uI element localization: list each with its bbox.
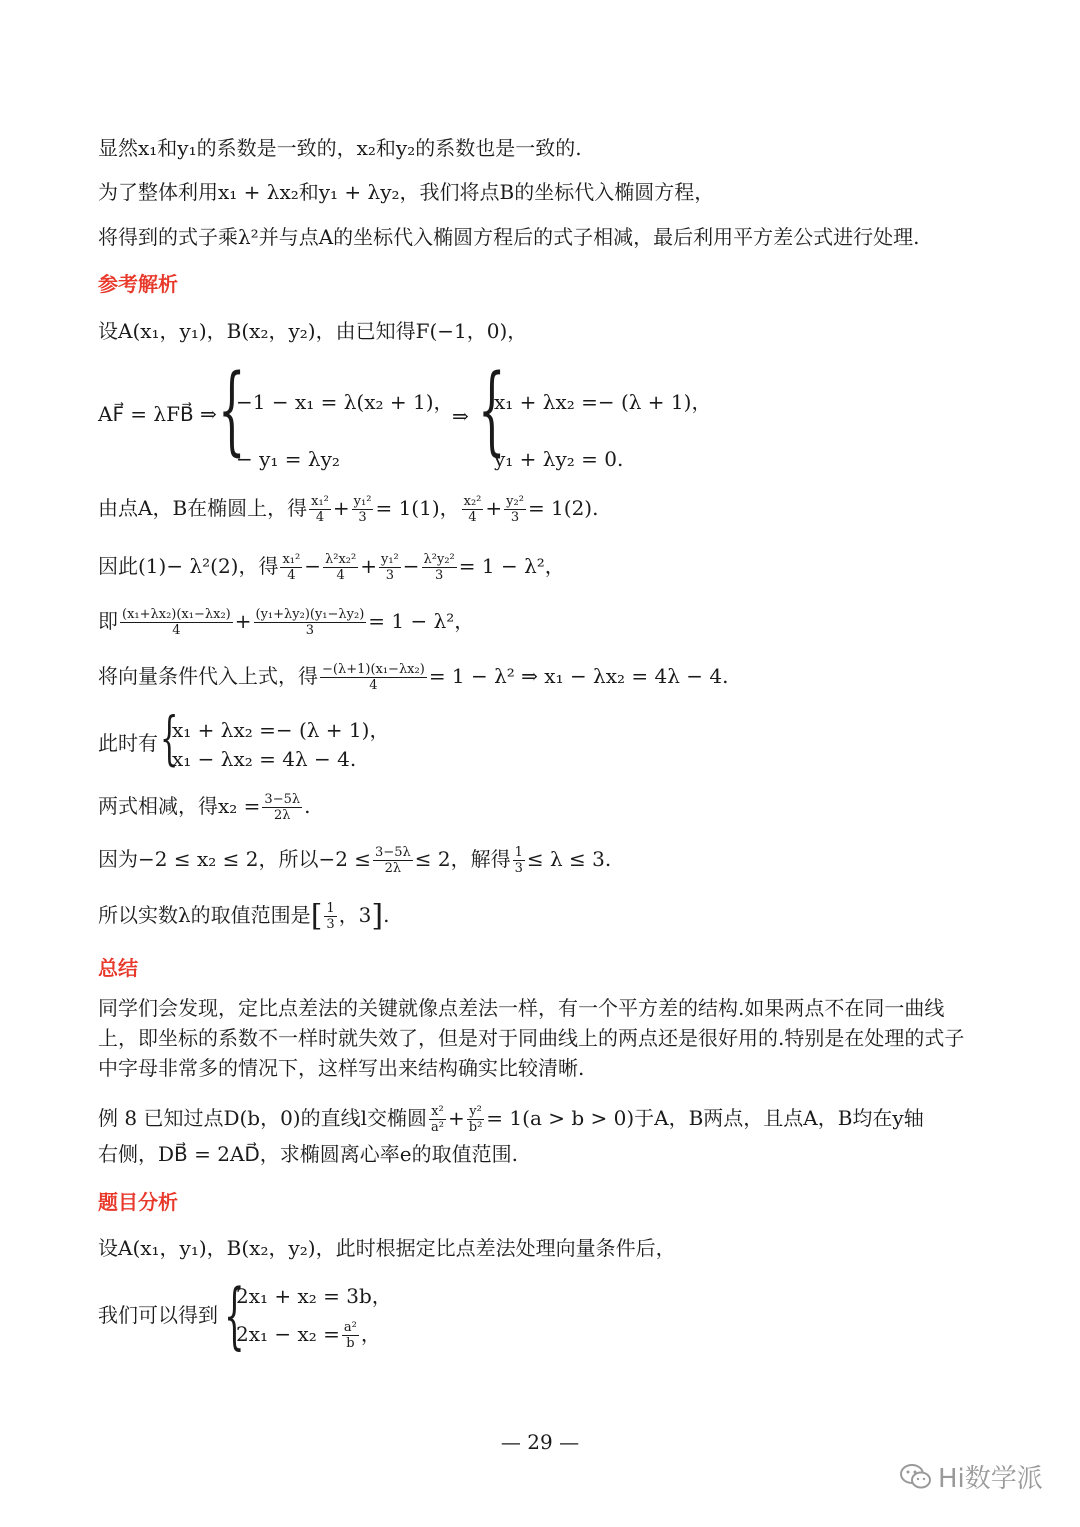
heading-summary: 总结	[98, 956, 138, 980]
intro-line-3: 将得到的式子乘λ²并与点A的坐标代入椭圆方程后的式子相减，最后利用平方差公式进行处理.	[98, 225, 920, 249]
solution-line-1: 设A(x₁，y₁)，B(x₂，y₂)，由已知得F(−1，0)，	[98, 319, 528, 343]
vector-relation: AF⃗ = λFB⃗ ⇒	[98, 402, 217, 426]
brace-left-1: {	[218, 354, 246, 466]
intro-line-1: 显然x₁和y₁的系数是一致的，x₂和y₂的系数也是一致的.	[98, 136, 582, 160]
system2-eq1: x₁ + λx₂ =− (λ + 1)，	[494, 390, 712, 414]
analysis-system-label: 我们可以得到	[98, 1303, 218, 1327]
system3-eq2: x₁ − λx₂ = 4λ − 4.	[172, 747, 357, 771]
system2-eq2: y₁ + λy₂ = 0.	[494, 447, 624, 471]
inequality-line: 因为−2 ≤ x₂ ≤ 2，所以−2 ≤ $\frac{3-5\lambda}{2\lambda}$ ≤ 2，解得 $\frac{1}{3}$ ≤ λ ≤ 3.	[98, 845, 612, 876]
system3-eq1: x₁ + λx₂ =− (λ + 1)，	[172, 718, 390, 742]
analysis-system-eq1: 2x₁ + x₂ = 3b，	[236, 1284, 392, 1308]
factored-line: 即 $\frac{\text{(x₁+λx₂)(x₁−λx₂)}}{4}$ + $\frac{\text{(y₁+λy₂)(y₁−λy₂)}}{3}$ = 1 − λ²，	[98, 607, 475, 638]
ellipse-condition-line: 由点A，B在椭圆上，得 $\frac{\text{x₁²}}{4}$ + $\frac{\text{y₁²}}{3}$ = 1(1)， $\frac{\text{x₂²}}{4}$ + $\frac{\text{y₂²}}{3}$ = 1(2).	[98, 494, 599, 525]
brace-left-4: {	[224, 1273, 245, 1357]
difference-line: 两式相减，得x₂ = $\frac{3-5\lambda}{2\lambda}$ .	[98, 792, 311, 823]
example-8-line-1: 例 8 已知过点D(b，0)的直线l交椭圆 $\frac{\text{x²}}{\text{a²}}$ + $\frac{\text{y²}}{\text{b²}}$ = 1(a > b > 0)于A，B两点，且点A，B均在y轴	[98, 1104, 924, 1135]
summary-paragraph: 同学们会发现，定比点差法的关键就像点差法一样，有一个平方差的结构.如果两点不在同一曲线上，即坐标的系数不一样时就失效了，但是对于同曲线上的两点还是很好用的.特别是在处理的式子中字母非常多的情况下，这样写出来结构确实比较清晰.	[98, 996, 965, 1080]
system1-eq1: −1 − x₁ = λ(x₂ + 1)，	[236, 390, 454, 414]
watermark	[900, 1458, 1043, 1495]
watermark-text: Hi数学派	[938, 1464, 1043, 1494]
brace-left-2: {	[478, 354, 506, 466]
implies-arrow: ⇒	[452, 404, 469, 428]
subtract-line: 因此(1)− λ²(2)，得 $\frac{\text{x₁²}}{4}$ − $\frac{\text{λ²x₂²}}{4}$ + $\frac{\text{y₁²}}{3}$ − $\frac{\text{λ²y₂²}}{3}$ = 1 − λ²，	[98, 552, 565, 583]
brace-left-3: {	[160, 704, 179, 772]
analysis-line-1: 设A(x₁，y₁)，B(x₂，y₂)，此时根据定比点差法处理向量条件后，	[98, 1236, 676, 1260]
analysis-system-eq2: 2x₁ − x₂ = $\frac{\text{a²}}{b}$ ，	[236, 1320, 381, 1351]
range-result-line: 所以实数λ的取值范围是[ $\frac{1}{3}$ ，3].	[98, 898, 390, 934]
heading-problem-analysis: 题目分析	[98, 1190, 178, 1214]
system3-label: 此时有	[98, 731, 158, 755]
system1-eq2: − y₁ = λy₂	[236, 447, 340, 471]
page-number: — 29 —	[500, 1430, 580, 1454]
example-8-line-2: 右侧，DB⃗ = 2AD⃗，求椭圆离心率e的取值范围.	[98, 1142, 518, 1166]
wechat-icon	[900, 1464, 932, 1490]
heading-reference-solution: 参考解析	[98, 272, 178, 296]
intro-line-2: 为了整体利用x₁ + λx₂和y₁ + λy₂，我们将点B的坐标代入椭圆方程，	[98, 180, 715, 204]
substitution-line: 将向量条件代入上式，得 $\frac{\text{−(λ+1)(x₁−λx₂)}}{4}$ = 1 − λ² ⇒ x₁ − λx₂ = 4λ − 4.	[98, 662, 729, 693]
